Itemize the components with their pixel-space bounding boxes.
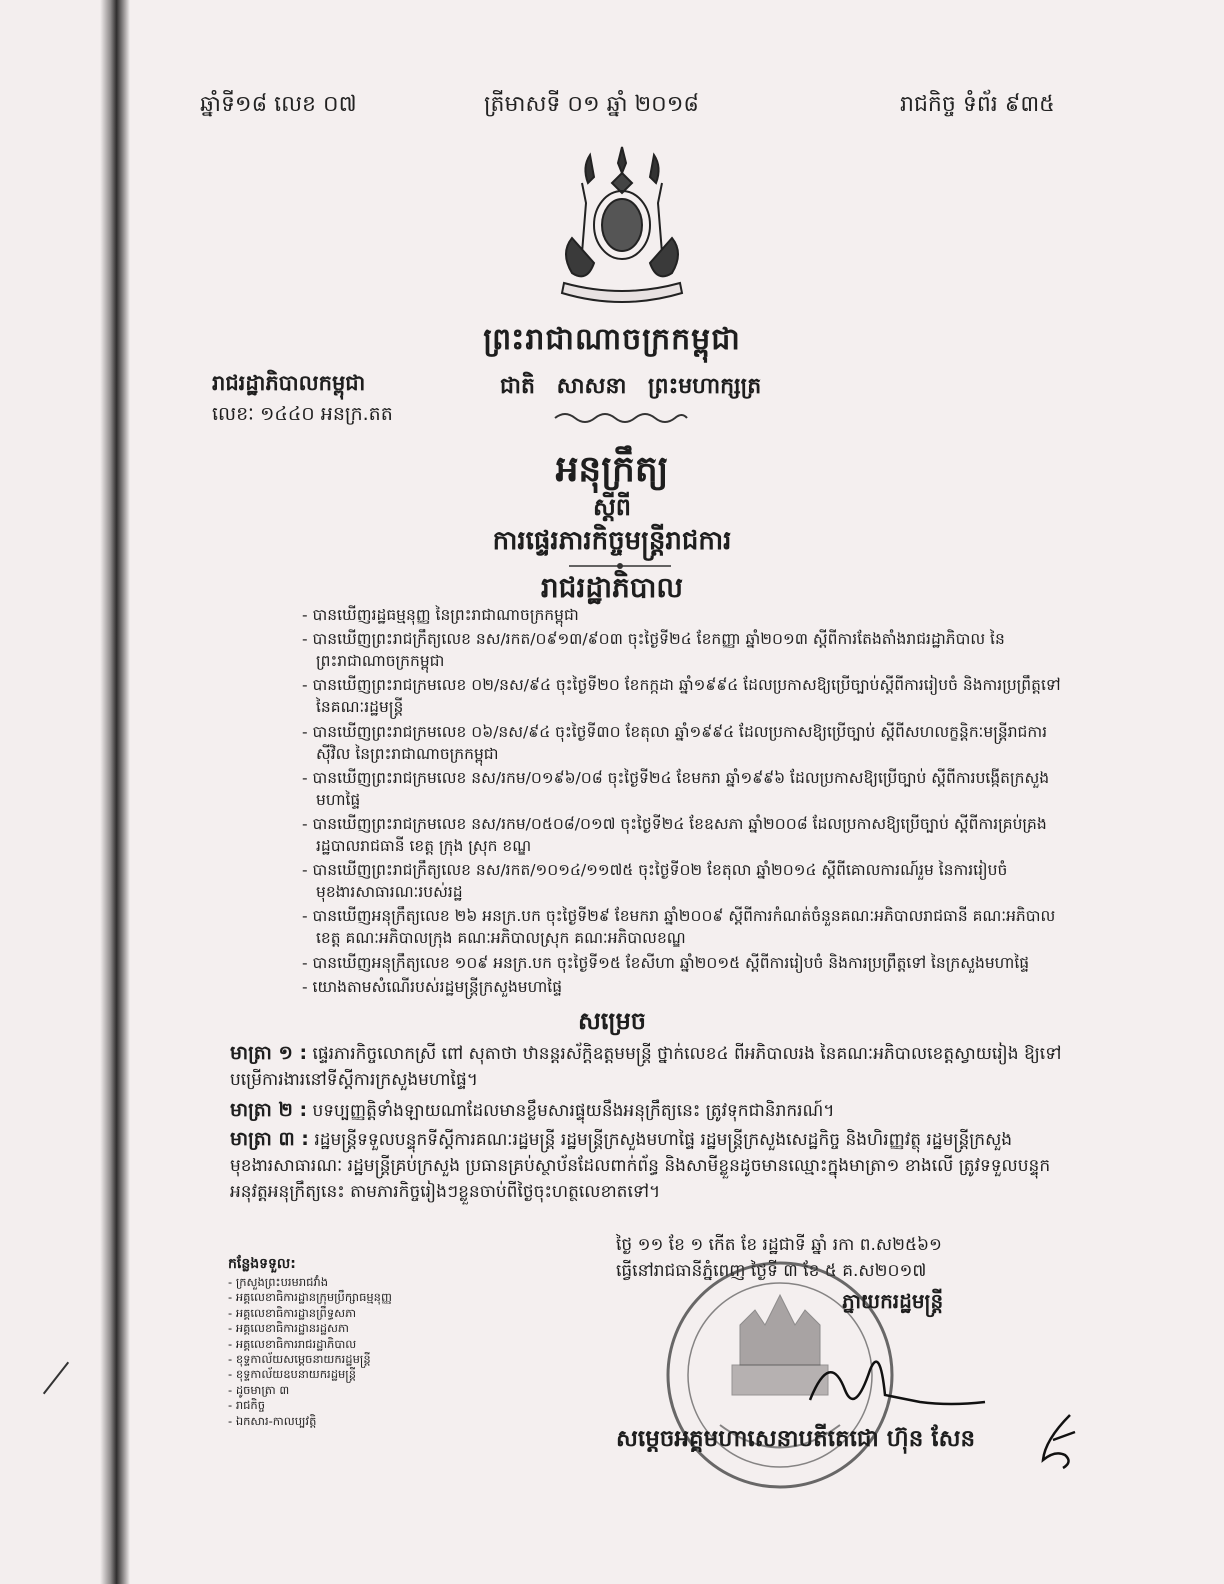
recipient-item: - អគ្គលេខាធិការដ្ឋានព្រឹទ្ធសភា [228, 1306, 392, 1321]
legal-basis-item: - បានឃើញព្រះរាជក្រឹត្យលេខ នស/រកត/១០១៤/១១៧៥ ចុះថ្ងៃទី០២ ខែតុលា ឆ្នាំ២០១៤ ស្តីពីគោលការណ៍រួម នៃការរៀបចំមុខងារសាធារណៈរបស់រដ្ឋ [302, 859, 1072, 903]
authority-heading: រាជរដ្ឋាភិបាល [540, 571, 684, 604]
signatory-name: សម្តេចអគ្គមហាសេនាបតីតេជោ ហ៊ុន សែន [616, 1426, 976, 1452]
article-label: មាត្រា ៣ : [230, 1128, 309, 1150]
deputy-prime-minister-title: ភ្នាយករដ្ឋមន្ត្រី [842, 1289, 944, 1313]
recipients-list [228, 1275, 392, 1429]
legal-basis-item: - បានឃើញព្រះរាជក្រមលេខ នស/រកម/០៥០៨/០១៧ ចុះថ្ងៃទី២៤ ខែឧសភា ឆ្នាំ២០០៨ ដែលប្រកាសឱ្យប្រើច្បាប់ ស្តីពីការគ្រប់គ្រងរដ្ឋបាលរាជធានី ខេត្ត ក្រុង ស្រុក ខណ្ឌ [302, 813, 1072, 857]
recipient-item: - ក្រសួងព្រះបរមរាជវាំង [228, 1275, 392, 1290]
article-1 [230, 1040, 1070, 1093]
issuing-government: រាជរដ្ឋាភិបាលកម្ពុជា [212, 371, 366, 395]
handwritten-signature [800, 1340, 990, 1420]
solar-date-place: ធ្វើនៅរាជធានីភ្នំពេញ ថ្ងៃទី ៣ ខែ ៥ គ.ស២០១៧ [616, 1261, 927, 1281]
national-motto: ជាតិ សាសនា ព្រះមហាក្សត្រ [500, 374, 762, 399]
legal-basis-item: - បានឃើញរដ្ឋធម្មនុញ្ញ នៃព្រះរាជាណាចក្រកម្ពុជា [302, 604, 1072, 626]
recipient-item: - អគ្គលេខាធិការរាជរដ្ឋាភិបាល [228, 1337, 392, 1352]
kingdom-title: ព្រះរាជាណាចក្រកម្ពុជា [483, 322, 741, 357]
royal-coat-of-arms-emblem [552, 143, 692, 313]
gazette-year-issue: ឆ្នាំទី១៨ លេខ ០៧ [200, 92, 357, 117]
recipient-item: - ខុទ្ទកាល័យសម្តេចនាយករដ្ឋមន្ត្រី [228, 1352, 392, 1367]
recipient-item: - ឯកសារ-កាលប្បវត្តិ [228, 1414, 392, 1429]
gazette-trimester: ត្រីមាសទី ០១ ឆ្នាំ ២០១៨ [484, 92, 699, 117]
recipient-item: - អគ្គលេខាធិការដ្ឋានក្រុមប្រឹក្សាធម្មនុញ្ញ [228, 1290, 392, 1305]
article-3 [230, 1126, 1070, 1205]
recipients-title: កន្លែងទទួល: [228, 1256, 296, 1272]
gazette-page-number: រាជកិច្ច ទំព័រ ៩៣៥ [900, 92, 1055, 117]
article-label: មាត្រា ២ : [230, 1099, 308, 1121]
legal-basis-item: - បានឃើញព្រះរាជក្រមលេខ ០២/នស/៩៤ ចុះថ្ងៃទី២០ ខែកក្កដា ឆ្នាំ១៩៩៤ ដែលប្រកាសឱ្យប្រើច្បាប់ស្តីពីការរៀបចំ និងការប្រព្រឹត្តទៅ នៃគណៈរដ្ឋមន្ត្រី [302, 674, 1072, 718]
recipient-item: - ដូចមាត្រា ៣ [228, 1383, 392, 1398]
lunar-date: ថ្ងៃ ១១ ខែ ១ កើត ខែ រដ្ឋជាទី ឆ្នាំ រកា ព.ស២៥៦១ [616, 1235, 942, 1255]
legal-basis-item: - បានឃើញព្រះរាជក្រឹត្យលេខ នស/រកត/០៩១៣/៩០៣ ចុះថ្ងៃទី២៤ ខែកញ្ញា ឆ្នាំ២០១៣ ស្តីពីការតែងតាំងរាជរដ្ឋាភិបាល នៃព្រះរាជាណាចក្រកម្ពុជា [302, 628, 1072, 672]
legal-basis-item: - បានឃើញអនុក្រឹត្យលេខ ១០៩ អនក្រ.បក ចុះថ្ងៃទី១៥ ខែសីហា ឆ្នាំ២០១៥ ស្តីពីការរៀបចំ និងការប្រព្រឹត្តទៅ នៃក្រសួងមហាផ្ទៃ [302, 952, 1072, 974]
ornament-divider [550, 408, 690, 428]
recipient-item: - ខុទ្ទកាល័យឧបនាយករដ្ឋមន្ត្រី [228, 1367, 392, 1382]
article-text: បទប្បញ្ញត្តិទាំងឡាយណាដែលមានខ្លឹមសារផ្ទុយនឹងអនុក្រឹត្យនេះ ត្រូវទុកជានិរាករណ៍។ [312, 1101, 835, 1121]
recipients-block [228, 1254, 392, 1429]
legal-basis-item: - បានឃើញអនុក្រឹត្យលេខ ២៦ អនក្រ.បក ចុះថ្ងៃទី២៩ ខែមករា ឆ្នាំ២០០៩ ស្តីពីការកំណត់ចំនួនគណៈអភិបាលរាជធានី គណៈអភិបាលខេត្ត គណៈអភិបាលក្រុង គណៈអភិបាលស្រុក គណៈអភិបាលខណ្ឌ [302, 905, 1072, 949]
article-label: មាត្រា ១ : [230, 1042, 308, 1064]
article-text: ផ្ទេរភារកិច្ចលោកស្រី ពៅ សុតាថា ឋានន្តរស័ក្តិឧត្តមមន្ត្រី ថ្នាក់លេខ៤ ពីអភិបាលរង នៃគណៈអភិបាលខេត្តស្វាយរៀង ឱ្យទៅបម្រើការងារនៅទីស្តីការក្រសួងមហាផ្ទៃ។ [230, 1044, 1062, 1090]
initial-signature [1035, 1410, 1080, 1470]
document-type-title: អនុក្រឹត្យ [555, 449, 669, 490]
decision-heading: សម្រេច [577, 1007, 647, 1035]
document-subject: ការផ្ទេរភារកិច្ចមន្ត្រីរាជការ [492, 526, 732, 556]
about-word: ស្តីពី [592, 493, 632, 521]
article-text: រដ្ឋមន្ត្រីទទួលបន្ទុកទីស្តីការគណៈរដ្ឋមន្ត្រី រដ្ឋមន្ត្រីក្រសួងមហាផ្ទៃ រដ្ឋមន្ត្រីក្រសួងសេដ្ឋកិច្ច និងហិរញ្ញវត្ថុ រដ្ឋមន្ត្រីក្រសួងមុខងារសាធារណៈ រដ្ឋមន្ត្រីគ្រប់ក្រសួង ប្រធានគ្រប់ស្ថាប័នដែលពាក់ព័ន្ធ និងសាមីខ្លួនដូចមានឈ្មោះក្នុងមាត្រា១ ខាងលើ ត្រូវទទួលបន្ទុកអនុវត្តអនុក្រឹត្យនេះ តាមភារកិច្ចរៀងៗខ្លួនចាប់ពីថ្ងៃចុះហត្ថលេខាតទៅ។ [230, 1130, 1051, 1202]
sub-decree-reference-number: លេខៈ ១៤៤០ អនក្រ.តត [212, 403, 393, 425]
legal-basis-list [302, 604, 1072, 1000]
legal-basis-item: - បានឃើញព្រះរាជក្រមលេខ ០៦/នស/៩៤ ចុះថ្ងៃទី៣០ ខែតុលា ឆ្នាំ១៩៩៤ ដែលប្រកាសឱ្យប្រើច្បាប់ ស្តីពីសហលក្ខន្តិកៈមន្ត្រីរាជការស៊ីវិល នៃព្រះរាជាណាចក្រកម្ពុជា [302, 721, 1072, 765]
article-2 [230, 1097, 1070, 1124]
scan-binding-shadow [100, 0, 130, 1584]
recipient-item: - រាជកិច្ច [228, 1398, 392, 1413]
legal-basis-item: - យោងតាមសំណើរបស់រដ្ឋមន្ត្រីក្រសួងមហាផ្ទៃ [302, 976, 1072, 998]
scan-margin [0, 0, 100, 1584]
legal-basis-item: - បានឃើញព្រះរាជក្រមលេខ នស/រកម/០១៩៦/០៨ ចុះថ្ងៃទី២៤ ខែមករា ឆ្នាំ១៩៩៦ ដែលប្រកាសឱ្យប្រើច្បាប់ ស្តីពីការបង្កើតក្រសួងមហាផ្ទៃ [302, 767, 1072, 811]
recipient-item: - អគ្គលេខាធិការដ្ឋានរដ្ឋសភា [228, 1321, 392, 1336]
